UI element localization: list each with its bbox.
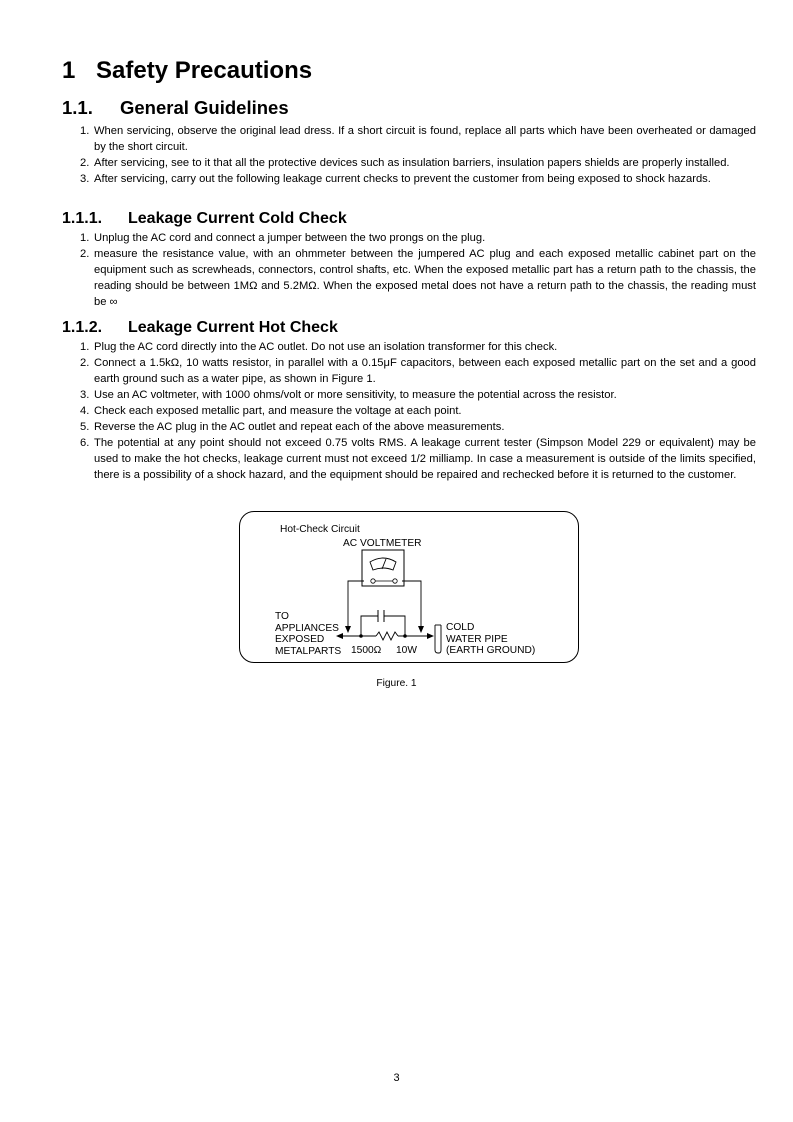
list-item: 2. measure the resistance value, with an ohmmeter between the jumpered AC plug and each exposed metallic cabinet part on the equipment such as screwheads, connectors, control shafts, etc. When the exposed metallic part has a return path to the chassis, the reading should be between 1MΩ and 5.2MΩ. When the exposed metal does not have a return path to the chassis, the reading must be ∞: [80, 248, 756, 308]
figure-caption: Figure. 1: [376, 678, 417, 689]
right-arrow-icon: [427, 633, 434, 639]
resistor-value-label: 1500Ω: [351, 645, 382, 656]
list-item: 3. Use an AC voltmeter, with 1000 ohms/volt or more sensitivity, to measure the potential across the resistor.: [80, 389, 617, 401]
cold-check-title: Leakage Current Cold Check: [128, 210, 347, 227]
list-item: 3. After servicing, carry out the following leakage current checks to prevent the customer from being exposed to shock hazards.: [80, 173, 711, 185]
voltmeter-label: AC VOLTMETER: [343, 538, 422, 549]
page-number: 3: [393, 1072, 400, 1084]
figure-title: Hot-Check Circuit: [280, 524, 360, 535]
chapter-title: Safety Precautions: [96, 57, 313, 84]
hot-check-circuit-figure: [239, 511, 579, 663]
general-guidelines-list: [62, 123, 756, 187]
list-item: 6. The potential at any point should not exceed 0.75 volts RMS. A leakage current tester (Simpson Model 229 or equivalent) may be used to make the hot checks, leakage current must not exceed 1/2 milliamp. In case a measurement is outside of the limits specified, there is a possibility of a shock hazard, and the equipment should be repaired and rechecked before it is returned to the customer.: [80, 437, 756, 481]
hot-check-list: [62, 339, 756, 483]
list-item: 2. Connect a 1.5kΩ, 10 watts resistor, in parallel with a 0.15μF capacitors, between each exposed metallic part on the set and a good earth ground such as a water pipe, as shown in Figure 1.: [80, 357, 756, 385]
section-heading: [62, 97, 289, 119]
cold-check-heading: [62, 210, 347, 228]
list-item: 1. Unplug the AC cord and connect a jumper between the two prongs on the plug.: [80, 232, 486, 244]
cold-check-number: 1.1.1.: [62, 210, 103, 227]
section-number: 1.1.: [62, 97, 93, 118]
list-item: 4. Check each exposed metallic part, and measure the voltage at each point.: [80, 405, 462, 417]
appliance-label: TO APPLIANCES EXPOSED METALPARTS: [275, 611, 342, 657]
section-title: General Guidelines: [120, 97, 289, 118]
list-item: 1. Plug the AC cord directly into the AC outlet. Do not use an isolation transformer for this check.: [80, 341, 558, 353]
hot-check-title: Leakage Current Hot Check: [128, 319, 338, 336]
water-pipe-icon: [435, 625, 441, 653]
list-item: 2. After servicing, see to it that all the protective devices such as insulation barriers, insulation papers shields are properly installed.: [80, 157, 730, 169]
hot-check-number: 1.1.2.: [62, 319, 103, 336]
cold-check-list: [62, 230, 756, 310]
wattage-label: 10W: [396, 645, 417, 656]
earth-ground-label: COLD WATER PIPE (EARTH GROUND): [446, 622, 536, 656]
chapter-heading: [62, 57, 312, 85]
resistor-icon: [376, 632, 398, 640]
list-item: 1. When servicing, observe the original lead dress. If a short circuit is found, replace all parts which have been overheated or damaged by the short circuit.: [80, 125, 756, 153]
list-item: 5. Reverse the AC plug in the AC outlet and repeat each of the above measurements.: [80, 421, 505, 433]
chapter-number: 1: [62, 57, 76, 84]
hot-check-heading: [62, 319, 338, 337]
